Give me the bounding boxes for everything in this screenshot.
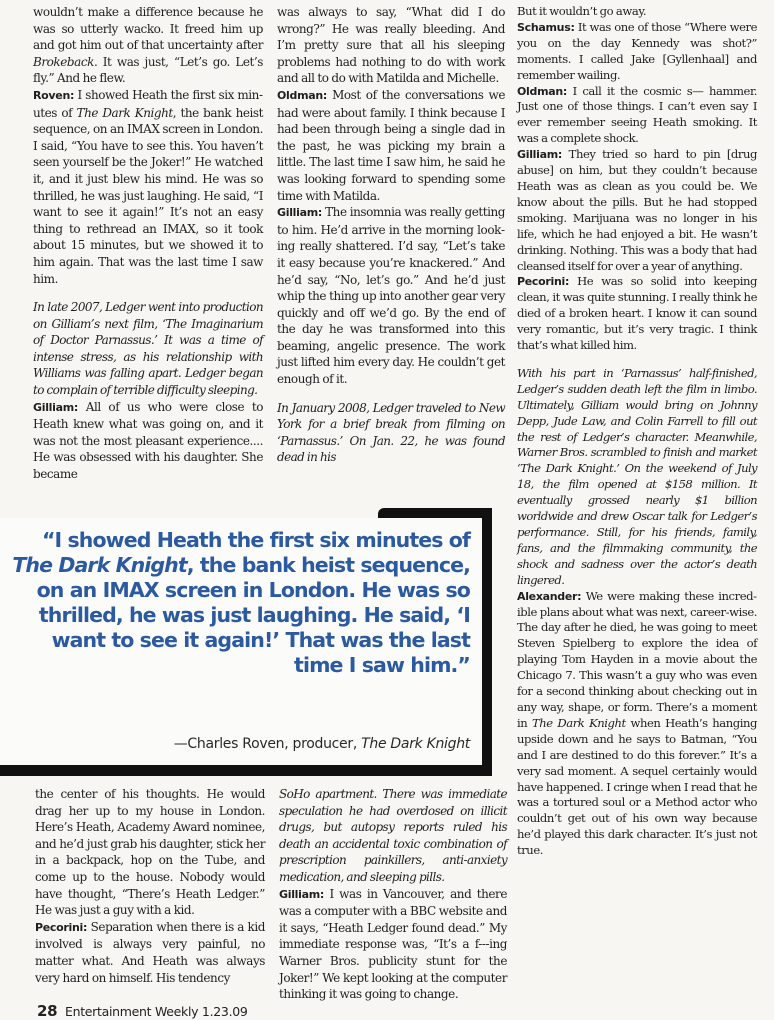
italic-title: The Dark Knight xyxy=(12,553,187,577)
italic-intro-paragraph xyxy=(277,400,505,466)
attribution-film-title: The Dark Knight xyxy=(361,736,470,752)
text-run: The insomnia was really getting to him. He’d arrive in the morning looking really shattered. I’d say, “Let’s take it easy because you’re knackered.” And he’d say, “No, let’s go.” And he’d just whip the thing up into another gear very quickly and off we’d go. By the end of the day he was transformed into this beaming, angelic presence. The work just lifted him every day. He couldn’t get enough of it. xyxy=(277,205,505,387)
interview-quote xyxy=(33,399,263,483)
speaker-name: Gilliam xyxy=(279,887,320,901)
text-run: He was so solid into keeping clean, it was quite stunning. I really think he died of a broken heart. I know it can sound very romantic, but it’s very tragic. I think that’s what killed him. xyxy=(517,274,757,353)
pull-quote-border-top xyxy=(378,508,492,518)
speaker-colon: : xyxy=(557,148,563,162)
speaker-name: Roven xyxy=(33,88,70,102)
interview-quote xyxy=(517,84,757,148)
speaker-name: Pecorini xyxy=(35,920,83,934)
publication-info: Entertainment Weekly 1.23.09 xyxy=(64,1004,248,1019)
column-1-top xyxy=(33,4,263,483)
page-number: 28 xyxy=(37,1002,58,1020)
italic-title: The Dark Knight xyxy=(76,105,173,120)
speaker-colon: : xyxy=(73,400,79,414)
text-run: We were making these incredible plans about what was next, career-wise. The day after he died, he was going to meet Steven Spielberg to explore the idea of playing Tom Hayden in a movie about the Chicago 7. This wasn’t a guy who was even for a second thinking about checking out in any way, shape, or form. There’s a moment in xyxy=(517,588,757,730)
paragraph xyxy=(517,4,757,20)
speaker-colon: : xyxy=(570,20,575,34)
text-run: the center of his thoughts. He would drag her up to my house in London. Here’s Heath, Academy Award nominee, and he’d just grab his daughter, stick her in a backpack, hop on the Tube, and come up to the house. Nobody would have thought, “There’s Heath Ledger.” He was just a guy with a kid. xyxy=(35,787,265,918)
paragraph xyxy=(35,786,265,919)
interview-quote xyxy=(33,87,263,287)
text-run: All of us who were close to Heath knew what was going on, and it was not the most pleasant experience.... He was obsessed with his daughter. She became xyxy=(33,399,263,482)
column-2-top xyxy=(277,4,505,466)
text-run: I call it the cosmic s— hammer. Just one of those things. I can’t even say I ever remember seeing Heath smoking. It was a complete shock. xyxy=(517,83,757,146)
speaker-name: Gilliam xyxy=(33,400,74,414)
paragraph xyxy=(33,4,263,87)
text-run: was always to say, “What did I do wrong?” He was really bleeding. And I’m pretty sure that all his sleeping problems had nothing to do with work and all to do with Matilda and Michelle. xyxy=(277,5,505,86)
interview-quote xyxy=(35,919,265,986)
speaker-name: Oldman xyxy=(277,88,323,102)
pull-quote-border-bottom xyxy=(0,765,492,776)
text-run: , the bank heist sequence, on an IMAX screen in London. He was so thrilled, he was just laughing. He said, ‘I want to see it again!’ That was the last time I saw him.” xyxy=(36,553,470,677)
speaker-colon: : xyxy=(70,88,75,102)
text-run: wouldn’t make a difference because he was so utterly wacko. It freed him up and got him out of that uncertainty after xyxy=(33,5,263,53)
speaker-colon: : xyxy=(322,88,328,102)
interview-quote xyxy=(279,886,507,1003)
text-run: It was one of those “Where were you on the day Kennedy was shot?” moments. I called Jake [Gyllenhaal] and remember wailing. xyxy=(517,19,757,82)
italic-title: Brokeback xyxy=(33,54,94,69)
paragraph xyxy=(277,4,505,87)
interview-quote xyxy=(277,204,505,388)
speaker-name: Pecorini xyxy=(517,275,565,289)
column-1-bottom xyxy=(35,786,265,986)
text-run: I showed Heath the first six minutes of xyxy=(33,87,263,120)
page-footer xyxy=(37,1002,248,1020)
speaker-name: Gilliam xyxy=(517,148,558,162)
speaker-name: Oldman xyxy=(517,84,563,98)
column-2-bottom xyxy=(279,786,507,1003)
pull-quote-attribution xyxy=(10,735,470,753)
interview-quote xyxy=(517,20,757,84)
text-run: They tried so hard to pin [drug abuse] on him, but they couldn’t because Heath was as clean as you could be. We know about the pills. But he had stopped smoking. Marijuana was no longer in his life, which he had enjoyed a bit. He wasn’t drinking. Nothing. This was a body that had cleansed itself for over a year of anything. xyxy=(517,147,757,273)
italic-intro-paragraph xyxy=(279,786,507,886)
speaker-colon: : xyxy=(577,589,582,603)
italic-intro-paragraph xyxy=(33,299,263,399)
text-run: when Heath’s hanging upside down and he says to Batman, “You and I are destined to do this forever.” It’s a very sad moment. A sequel certainly would have happened. I cringe when I read that he was a tortured soul or a Method actor who couldn’t get out of his own way because he’d played this dark character. It’s just not true. xyxy=(517,715,757,858)
italic-title: The Dark Knight xyxy=(531,715,626,730)
interview-quote xyxy=(277,87,505,204)
text-run: SoHo apartment. There was immediate speculation he had overdosed on illicit drugs, but autopsy reports ruled his death an accidental toxic combination of prescription painkillers, anti-anxiety medication, and sleeping pills. xyxy=(279,787,507,884)
text-run: Most of the conversations we had were about family. I think because I had been through being a single dad in the past, he was picking my brain a little. The last time I saw him, he said he was looking forward to spending some time with Matilda. xyxy=(277,87,505,203)
text-run: With his part in ‘Parnassus’ half-finished, Ledger’s sudden death left the film in limbo. Ultimately, Gilliam would bring on Johnny Depp, Jude Law, and Colin Farrell to fill out the rest of Ledger’s character. Meanwhile, Warner Bros. scrambled to finish and market ‘The Dark Knight.’ On the weekend of July 18, the film opened at $158 million. It eventually grossed nearly $1 billion worldwide and drew Oscar talk for Ledger’s performance. Still, for his friends, family, fans, and the filmmaking community, the shock and sadness over the actor’s death lingered. xyxy=(517,365,757,587)
speaker-name: Alexander xyxy=(517,589,578,603)
speaker-colon: : xyxy=(565,275,570,289)
text-run: But it wouldn’t go away. xyxy=(517,4,647,18)
column-3 xyxy=(517,4,757,859)
text-run: . It was just, “Let’s go. Let’s fly.” And he flew. xyxy=(33,54,263,86)
italic-intro-paragraph xyxy=(517,366,757,589)
text-run: In late 2007, Ledger went into production on Gilliam’s next film, ‘The Imaginarium of Doctor Parnassus.’ It was a time of intense stress, as his relationship with Williams was falling apart. Ledger began to complain of terrible difficulty sleeping. xyxy=(33,300,263,398)
speaker-name: Schamus xyxy=(517,20,571,34)
interview-quote xyxy=(517,274,757,354)
speaker-colon: : xyxy=(319,887,325,901)
interview-quote xyxy=(517,589,757,859)
text-run: , the bank heist sequence, on an IMAX screen in London. I said, “You have to see this. You haven’t seen yourself be the Joker!” He watched it, and it just blew his mind. He was so thrilled, he was just laughing. He said, “I want to see it again!” It’s not an easy thing to rethread an IMAX, so it took about 15 minutes, but we showed it to him again. That was the last time I saw him. xyxy=(33,105,263,286)
speaker-colon: : xyxy=(317,206,323,220)
interview-quote xyxy=(517,147,757,274)
speaker-colon: : xyxy=(562,84,568,98)
pull-quote-text xyxy=(8,528,470,678)
attribution-prefix: —Charles Roven, producer, xyxy=(173,736,362,752)
text-run: In January 2008, Ledger traveled to New York for a brief break from filming on ‘Parnassus.’ On Jan. 22, he was found dead in his xyxy=(277,400,505,465)
speaker-colon: : xyxy=(83,920,88,934)
speaker-name: Gilliam xyxy=(277,206,318,220)
text-run: I was in Vancouver, and there was a computer with a BBC website and it says, “Heath Ledger found dead.” My immediate response was, “It’s a f---ing Warner Bros. publicity stunt for the Joker!” We kept looking at the computer thinking it was going to change. xyxy=(279,886,507,1002)
text-run: “I showed Heath the first six minutes of xyxy=(41,528,470,552)
text-run: Separation when there is a kid involved is always very painful, no matter what. And Heath was always very hard on himself. His tendency xyxy=(35,919,265,985)
pull-quote-border-right xyxy=(482,508,492,776)
